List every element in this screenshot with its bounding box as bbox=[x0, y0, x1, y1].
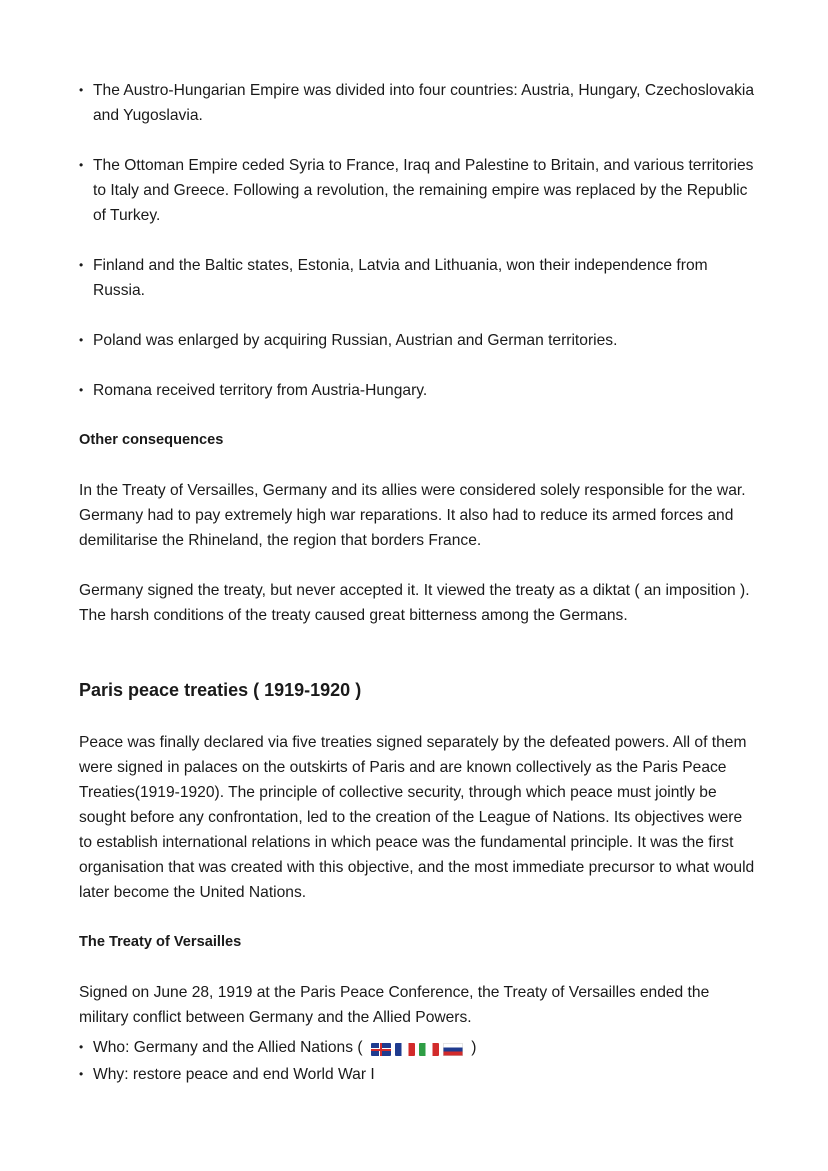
list-item: • The Austro-Hungarian Empire was divided into four countries: Austria, Hungary, Czechoslovakia and Yugoslavia. bbox=[79, 78, 759, 128]
list-item: • The Ottoman Empire ceded Syria to France, Iraq and Palestine to Britain, and various territories to Italy and Greece. Following a revolution, the remaining empire was replaced by the Republic of Turkey. bbox=[79, 153, 759, 228]
list-item: • Romana received territory from Austria-Hungary. bbox=[79, 378, 759, 403]
other-consequences-heading: Other consequences bbox=[79, 432, 224, 448]
why-list-item: • Why: restore peace and end World War I bbox=[79, 1062, 759, 1087]
territory-bullet-list bbox=[79, 78, 759, 403]
list-item: • Poland was enlarged by acquiring Russian, Austrian and German territories. bbox=[79, 328, 759, 353]
flag-group bbox=[369, 1037, 465, 1062]
who-text: Who: Germany and the Allied Nations ( bbox=[93, 1039, 363, 1056]
document-page bbox=[79, 78, 759, 1087]
consequences-paragraph: In the Treaty of Versailles, Germany and its allies were considered solely responsible for the war. Germany had to pay extremely high war reparations. It also had to reduce its armed forces and demilitarise the Rhineland, the region that borders France. bbox=[79, 482, 746, 549]
russia-flag-icon bbox=[443, 1043, 463, 1056]
who-list-item bbox=[79, 1035, 759, 1062]
versailles-facts-list bbox=[79, 1035, 759, 1087]
paris-treaties-paragraph: Peace was finally declared via five treaties signed separately by the defeated powers. All of them were signed in palaces on the outskirts of Paris and are known collectively as the Paris Peace Treaties(1919-1920). The principle of collective security, through which peace must jointly be sought before any confrontation, led to the creation of the League of Nations. Its objectives were to establish international relations in which peace was the fundamental principle. It was the first organisation that was created with this objective, and the most immediate precursor to what would later become the United Nations. bbox=[79, 734, 755, 901]
who-close: ) bbox=[471, 1039, 477, 1056]
consequences-paragraph: Germany signed the treaty, but never accepted it. It viewed the treaty as a diktat ( an imposition ). The harsh conditions of the treaty caused great bitterness among the Germans. bbox=[79, 582, 750, 624]
france-flag-icon bbox=[395, 1043, 415, 1056]
italy-flag-icon bbox=[419, 1043, 439, 1056]
versailles-paragraph: Signed on June 28, 1919 at the Paris Peace Conference, the Treaty of Versailles ended the military conflict between Germany and the Allied Powers. bbox=[79, 984, 710, 1026]
paris-treaties-heading: Paris peace treaties ( 1919-1920 ) bbox=[79, 680, 362, 700]
uk-flag-icon bbox=[371, 1043, 391, 1056]
list-item: • Finland and the Baltic states, Estonia, Latvia and Lithuania, won their independence from Russia. bbox=[79, 253, 759, 303]
versailles-heading: The Treaty of Versailles bbox=[79, 934, 242, 950]
